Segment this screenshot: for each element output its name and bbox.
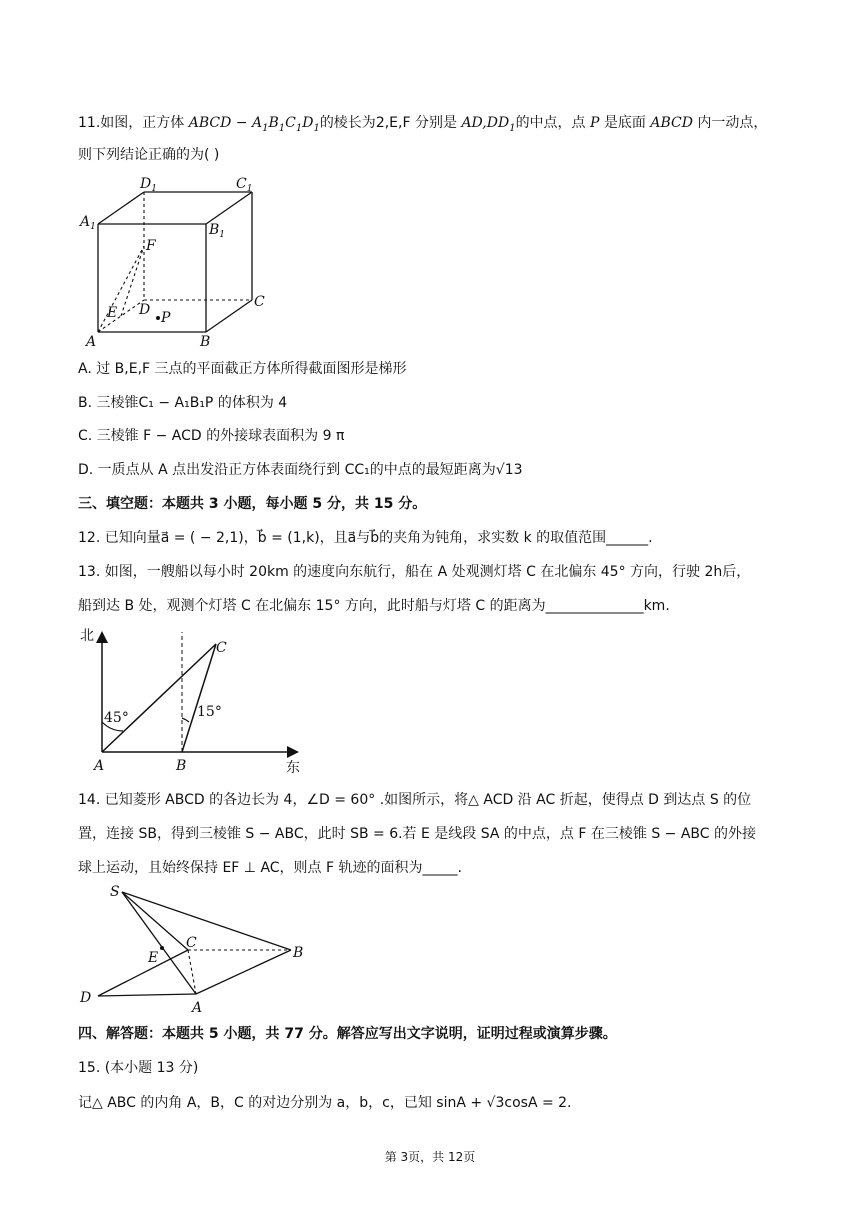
label-pc: C bbox=[186, 935, 197, 951]
label-nav-b: B bbox=[176, 758, 187, 774]
option-b: B. 三棱锥C₁ − A₁B₁P 的体积为 4 bbox=[78, 395, 288, 411]
label-angle-15: 15° bbox=[197, 704, 222, 720]
option-d: D. 一质点从 A 点出发沿正方体表面绕行到 CC₁的中点的最短距离为√13 bbox=[78, 462, 523, 478]
label-pd: D bbox=[80, 990, 92, 1006]
label-nav-a: A bbox=[94, 758, 105, 774]
q13-line2: 船到达 B 处，观测个灯塔 C 在北偏东 15° 方向，此时船与灯塔 C 的距离为______________km. bbox=[78, 598, 670, 614]
label-angle-45: 45° bbox=[104, 710, 129, 726]
label-s: S bbox=[110, 884, 120, 900]
label-f: F bbox=[146, 238, 156, 254]
q11-text: 分别是 bbox=[410, 115, 462, 131]
q11-text: 内一动点， bbox=[692, 115, 768, 131]
label-east: 东 bbox=[286, 760, 300, 776]
q11-edge: 2,E,F bbox=[375, 115, 411, 131]
q15-title: 15. (本小题 13 分) bbox=[78, 1060, 199, 1076]
q12-text: 12. 已知向量a⃗ = ( − 2,1)，b⃗ = (1,k)，且a⃗与b⃗的夹角为钝角，求实数 k 的取值范围______. bbox=[78, 530, 653, 546]
section-4-heading: 四、解答题：本题共 5 小题，共 77 分。解答应写出文字说明，证明过程或演算步骤。 bbox=[78, 1026, 617, 1042]
label-b1: $B_1$ bbox=[209, 222, 226, 240]
page-footer: 第 3页，共 12页 bbox=[384, 1150, 476, 1164]
label-c1: $C_1$ bbox=[236, 176, 253, 194]
option-a: A. 过 B,E,F 三点的平面截正方体所得截面图形是梯形 bbox=[78, 361, 407, 377]
q11-cube: ABCD − A bbox=[188, 115, 263, 131]
pyramid-figure bbox=[76, 880, 326, 1020]
point-p-dot bbox=[156, 316, 160, 320]
label-d: D bbox=[139, 302, 151, 318]
label-e2: E bbox=[148, 950, 159, 966]
label-c: C bbox=[254, 294, 265, 310]
q13-line1: 13. 如图，一艘船以每小时 20km 的速度向东航行，船在 A 处观测灯塔 C 在北偏东 45° 方向，行驶 2h后， bbox=[78, 564, 751, 580]
navigation-figure bbox=[76, 622, 316, 782]
q11-stem-line1: 11.如图，正方体 ABCD − $A_1B_1C_1D_1$的棱长为2,E,F 分别是 $AD,DD_1$的中点，点 P 是底面 ABCD 内一动点， bbox=[78, 115, 768, 134]
section-3-heading: 三、填空题：本题共 3 小题，每小题 5 分，共 15 分。 bbox=[78, 496, 427, 512]
cube-figure bbox=[76, 172, 276, 352]
label-north: 北 bbox=[80, 628, 94, 644]
q11-text: 的中点，点 bbox=[515, 115, 591, 131]
q11-base: ABCD bbox=[650, 115, 693, 131]
label-e: E bbox=[107, 305, 118, 321]
q14-line3: 球上运动，且始终保持 EF ⊥ AC，则点 F 轨迹的面积为_____. bbox=[78, 860, 462, 876]
q11-mid: AD,DD bbox=[461, 115, 510, 131]
q11-stem-line2: 则下列结论正确的为( ) bbox=[78, 147, 220, 163]
option-c: C. 三棱锥 F − ACD 的外接球表面积为 9 π bbox=[78, 428, 345, 444]
q14-line2: 置，连接 SB，得到三棱锥 S − ABC，此时 SB = 6.若 E 是线段 SA 的中点，点 F 在三棱锥 S − ABC 的外接 bbox=[78, 826, 757, 842]
label-d1: $D_1$ bbox=[140, 176, 157, 194]
label-b: B bbox=[200, 334, 211, 350]
label-p: P bbox=[161, 310, 171, 326]
q11-text: 是底面 bbox=[599, 115, 651, 131]
q11-text: 如图，正方体 bbox=[100, 115, 189, 131]
q15-body: 记△ ABC 的内角 A，B，C 的对边分别为 a，b，c，已知 sinA + √3cosA = 2. bbox=[78, 1095, 572, 1111]
label-nav-c: C bbox=[216, 640, 227, 656]
q14-line1: 14. 已知菱形 ABCD 的各边长为 4，∠D = 60° .如图所示，将△ ACD 沿 AC 折起，使得点 D 到达点 S 的位 bbox=[78, 792, 752, 808]
label-a: A bbox=[86, 334, 97, 350]
q11-number: 11. bbox=[78, 115, 101, 131]
label-a1: $A_1$ bbox=[80, 214, 96, 232]
q11-text: 的棱长为 bbox=[319, 115, 376, 131]
label-pa: A bbox=[192, 1000, 203, 1016]
q11-point: P bbox=[590, 115, 600, 131]
label-pb: B bbox=[293, 945, 304, 961]
